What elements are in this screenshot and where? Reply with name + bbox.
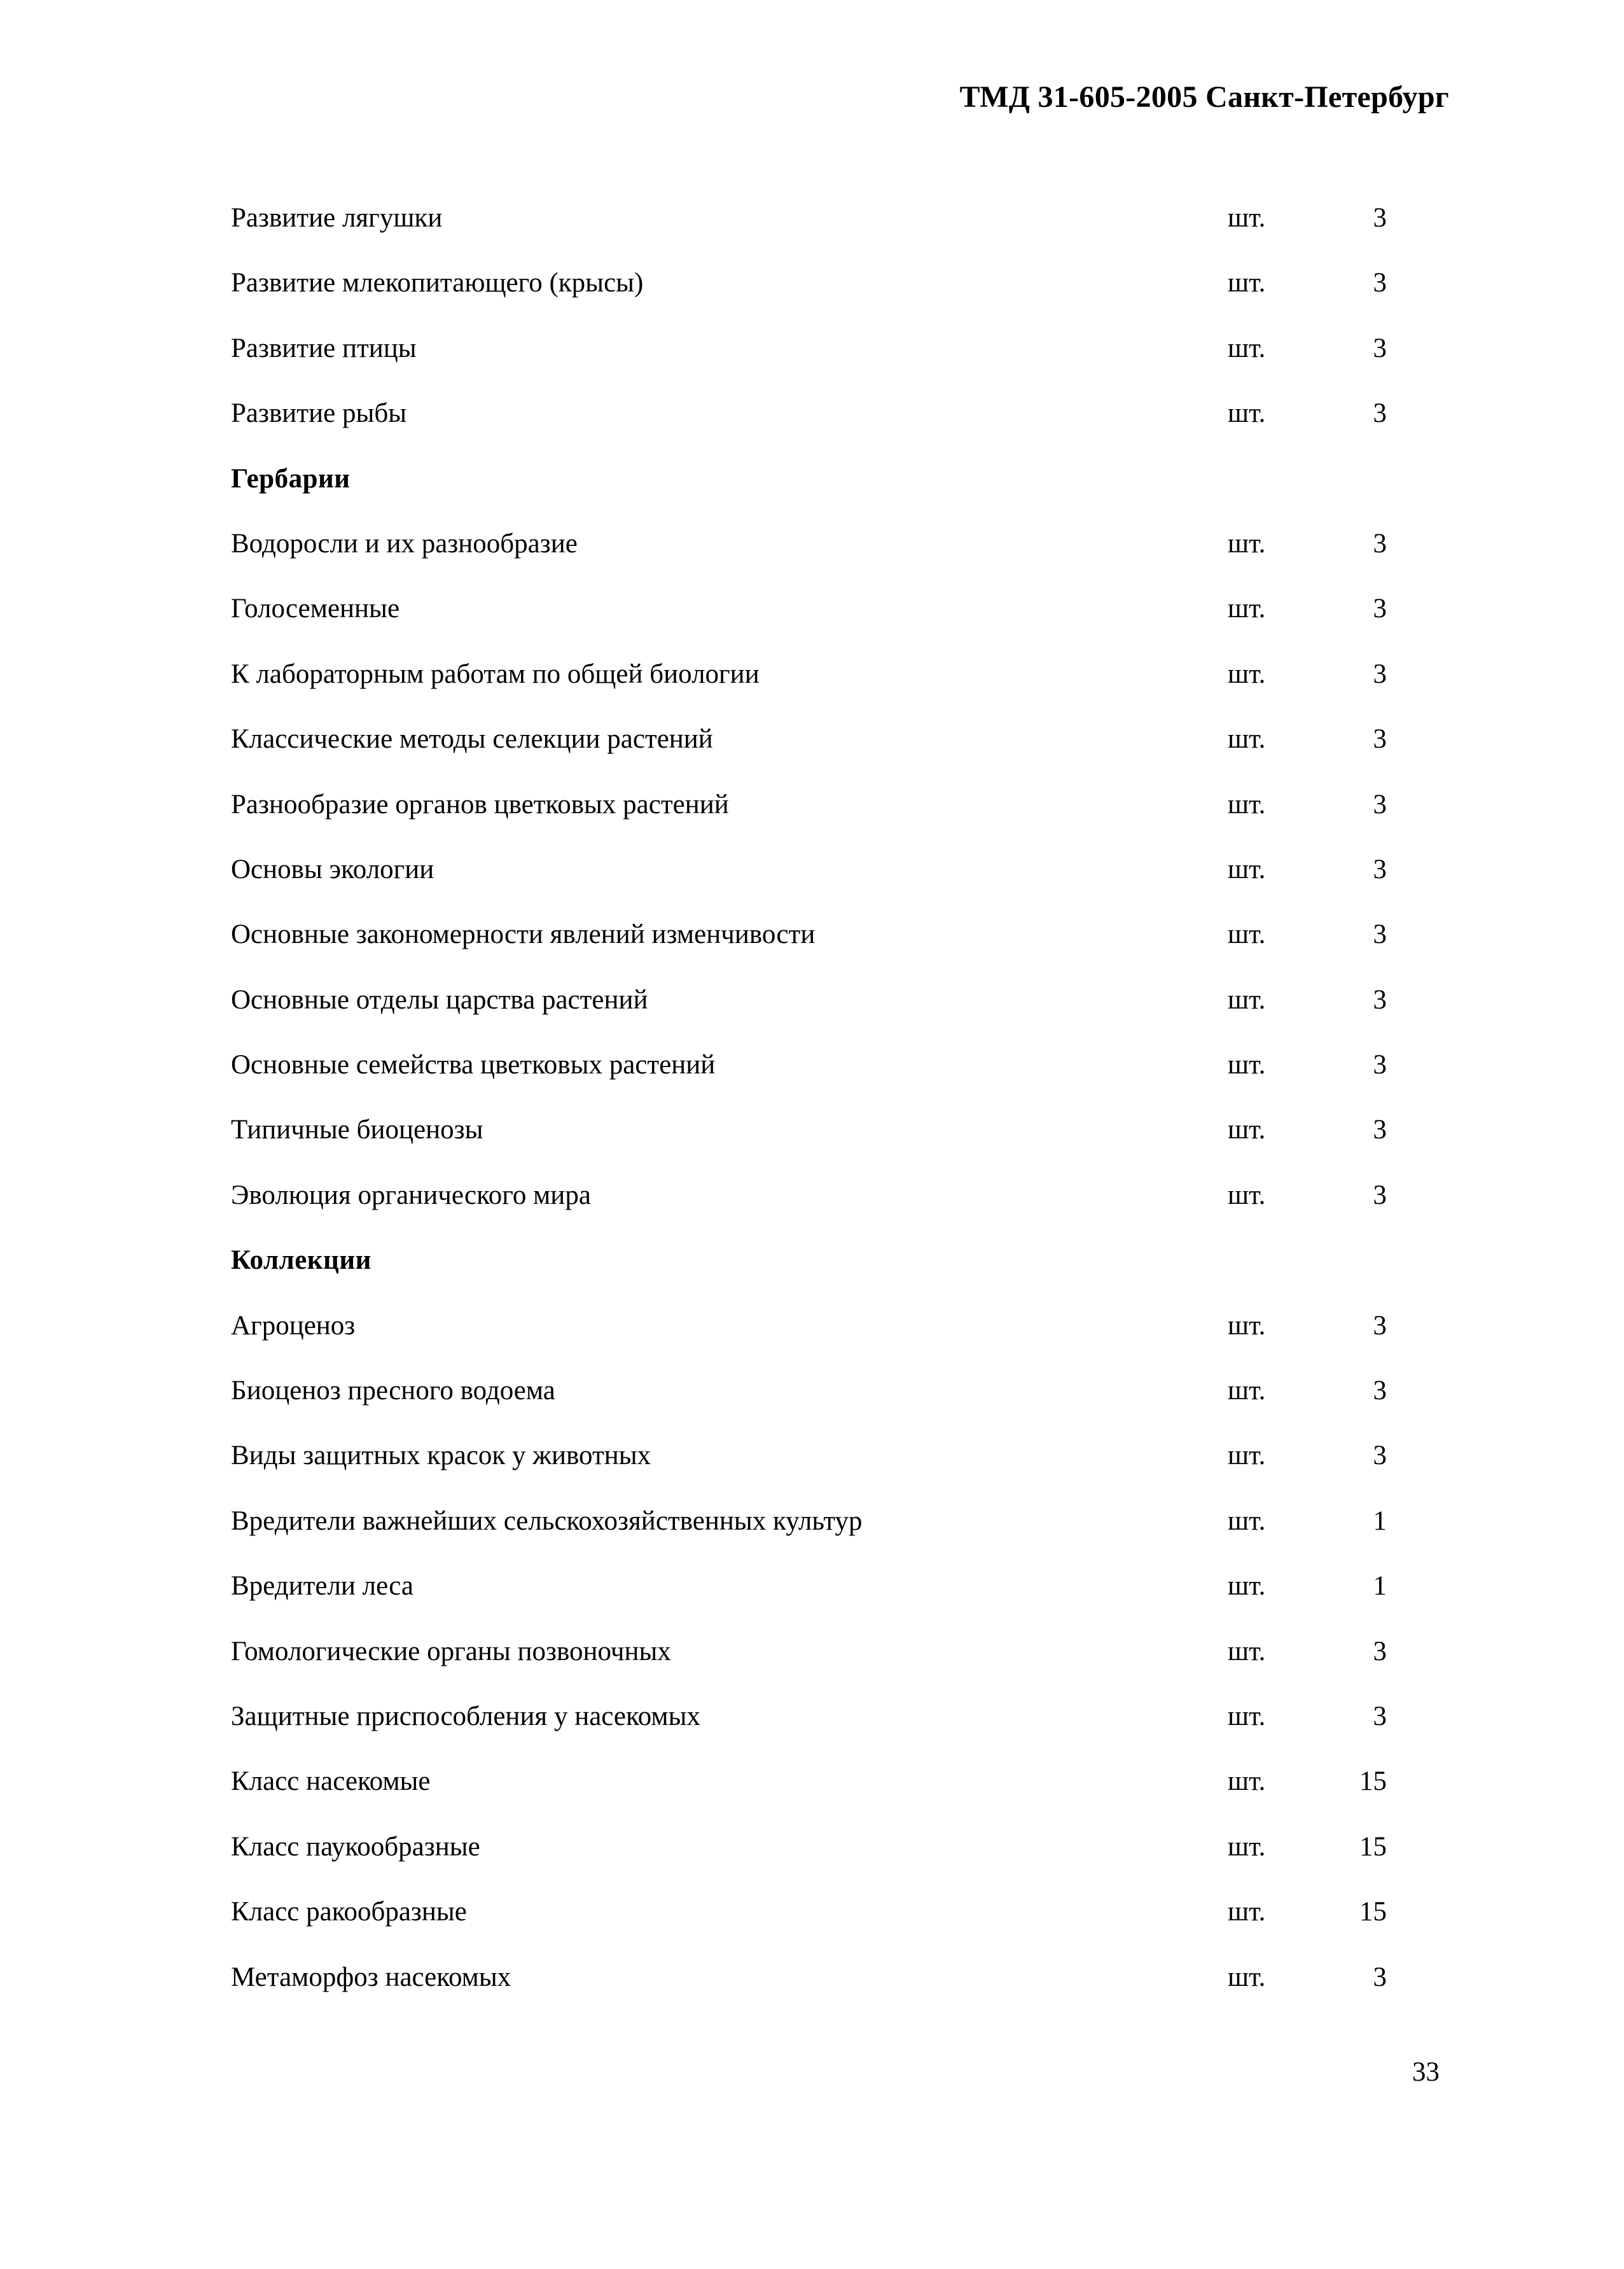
list-item (0, 1440, 1624, 1505)
list-item (0, 1049, 1624, 1114)
item-quantity: 1 (1373, 1571, 1387, 1602)
list-item (0, 659, 1624, 723)
item-name: Агроценоз (231, 1310, 356, 1341)
item-unit: шт. (1228, 1766, 1266, 1797)
item-name: Развитие лягушки (231, 203, 443, 233)
item-name: Защитные приспособления у насекомых (231, 1701, 700, 1731)
item-unit: шт. (1228, 528, 1266, 559)
section-heading-row (0, 1245, 1624, 1309)
item-unit: шт. (1228, 659, 1266, 689)
item-name: Основные отделы царства растений (231, 984, 648, 1015)
item-unit: шт. (1228, 1376, 1266, 1406)
item-unit: шт. (1228, 789, 1266, 820)
item-name: Класс насекомые (231, 1766, 431, 1797)
document-header-title: ТМД 31-605-2005 Санкт-Петербург (959, 80, 1449, 114)
list-item (0, 333, 1624, 398)
item-name: Основы экологии (231, 854, 434, 884)
item-quantity: 1 (1373, 1505, 1387, 1536)
list-item (0, 723, 1624, 788)
item-unit: шт. (1228, 1115, 1266, 1145)
item-name: Водоросли и их разнообразие (231, 528, 578, 559)
item-unit: шт. (1228, 1701, 1266, 1731)
list-item (0, 398, 1624, 463)
item-quantity: 3 (1373, 1636, 1387, 1666)
item-name: Эволюция органического мира (231, 1180, 591, 1210)
item-quantity: 3 (1373, 919, 1387, 950)
item-name: Класс ракообразные (231, 1897, 467, 1927)
item-quantity: 15 (1359, 1766, 1387, 1797)
item-name: Развитие млекопитающего (крысы) (231, 268, 644, 298)
item-unit: шт. (1228, 1571, 1266, 1602)
list-item (0, 1831, 1624, 1896)
list-item (0, 1701, 1624, 1766)
item-unit: шт. (1228, 1310, 1266, 1341)
list-item (0, 1180, 1624, 1245)
item-name: Биоценоз пресного водоема (231, 1376, 555, 1406)
section-heading: Гербарии (231, 463, 350, 494)
list-item (0, 789, 1624, 854)
item-quantity: 3 (1373, 789, 1387, 820)
item-unit: шт. (1228, 984, 1266, 1015)
item-quantity: 15 (1359, 1897, 1387, 1927)
item-name: К лабораторным работам по общей биологии (231, 659, 760, 689)
equipment-list (0, 202, 1624, 2027)
item-unit: шт. (1228, 919, 1266, 950)
item-name: Голосеменные (231, 594, 400, 624)
item-quantity: 3 (1373, 1701, 1387, 1731)
item-quantity: 3 (1373, 203, 1387, 233)
list-item (0, 984, 1624, 1049)
item-unit: шт. (1228, 594, 1266, 624)
item-name: Основные семейства цветковых растений (231, 1050, 716, 1080)
item-unit: шт. (1228, 398, 1266, 429)
item-quantity: 3 (1373, 724, 1387, 755)
item-unit: шт. (1228, 1831, 1266, 1862)
item-quantity: 3 (1373, 1441, 1387, 1471)
list-item (0, 1962, 1624, 2027)
item-unit: шт. (1228, 1962, 1266, 1992)
item-unit: шт. (1228, 724, 1266, 755)
section-heading: Коллекции (231, 1245, 371, 1276)
list-item (0, 1636, 1624, 1701)
item-name: Вредители леса (231, 1571, 413, 1602)
item-name: Классические методы селекции растений (231, 724, 713, 755)
item-unit: шт. (1228, 203, 1266, 233)
list-item (0, 854, 1624, 919)
list-item (0, 1896, 1624, 1961)
item-unit: шт. (1228, 1050, 1266, 1080)
item-quantity: 3 (1373, 594, 1387, 624)
item-quantity: 3 (1373, 1050, 1387, 1080)
item-quantity: 15 (1359, 1831, 1387, 1862)
list-item (0, 1766, 1624, 1831)
list-item (0, 919, 1624, 984)
item-quantity: 3 (1373, 528, 1387, 559)
list-item (0, 528, 1624, 593)
list-item (0, 1310, 1624, 1375)
item-quantity: 3 (1373, 1310, 1387, 1341)
item-unit: шт. (1228, 1636, 1266, 1666)
item-unit: шт. (1228, 1180, 1266, 1210)
item-quantity: 3 (1373, 1180, 1387, 1210)
section-heading-row (0, 463, 1624, 528)
item-name: Типичные биоценозы (231, 1115, 483, 1145)
list-item (0, 593, 1624, 658)
item-unit: шт. (1228, 1897, 1266, 1927)
item-quantity: 3 (1373, 1962, 1387, 1992)
list-item (0, 202, 1624, 267)
item-quantity: 3 (1373, 1376, 1387, 1406)
item-name: Развитие птицы (231, 333, 417, 363)
item-unit: шт. (1228, 1505, 1266, 1536)
item-name: Класс паукообразные (231, 1831, 480, 1862)
item-name: Разнообразие органов цветковых растений (231, 789, 729, 820)
item-name: Гомологические органы позвоночных (231, 1636, 671, 1666)
item-unit: шт. (1228, 333, 1266, 363)
item-name: Развитие рыбы (231, 398, 407, 429)
item-quantity: 3 (1373, 268, 1387, 298)
item-name: Вредители важнейших сельскохозяйственных культур (231, 1505, 863, 1536)
item-name: Основные закономерности явлений изменчивости (231, 919, 815, 950)
list-item (0, 1505, 1624, 1570)
list-item (0, 267, 1624, 332)
item-quantity: 3 (1373, 659, 1387, 689)
item-unit: шт. (1228, 1441, 1266, 1471)
list-item (0, 1375, 1624, 1440)
item-name: Метаморфоз насекомых (231, 1962, 511, 1992)
item-quantity: 3 (1373, 398, 1387, 429)
list-item (0, 1570, 1624, 1635)
item-name: Виды защитных красок у животных (231, 1441, 651, 1471)
item-unit: шт. (1228, 268, 1266, 298)
item-quantity: 3 (1373, 984, 1387, 1015)
item-quantity: 3 (1373, 333, 1387, 363)
item-unit: шт. (1228, 854, 1266, 884)
list-item (0, 1114, 1624, 1179)
item-quantity: 3 (1373, 854, 1387, 884)
page-number: 33 (1412, 2057, 1440, 2087)
item-quantity: 3 (1373, 1115, 1387, 1145)
